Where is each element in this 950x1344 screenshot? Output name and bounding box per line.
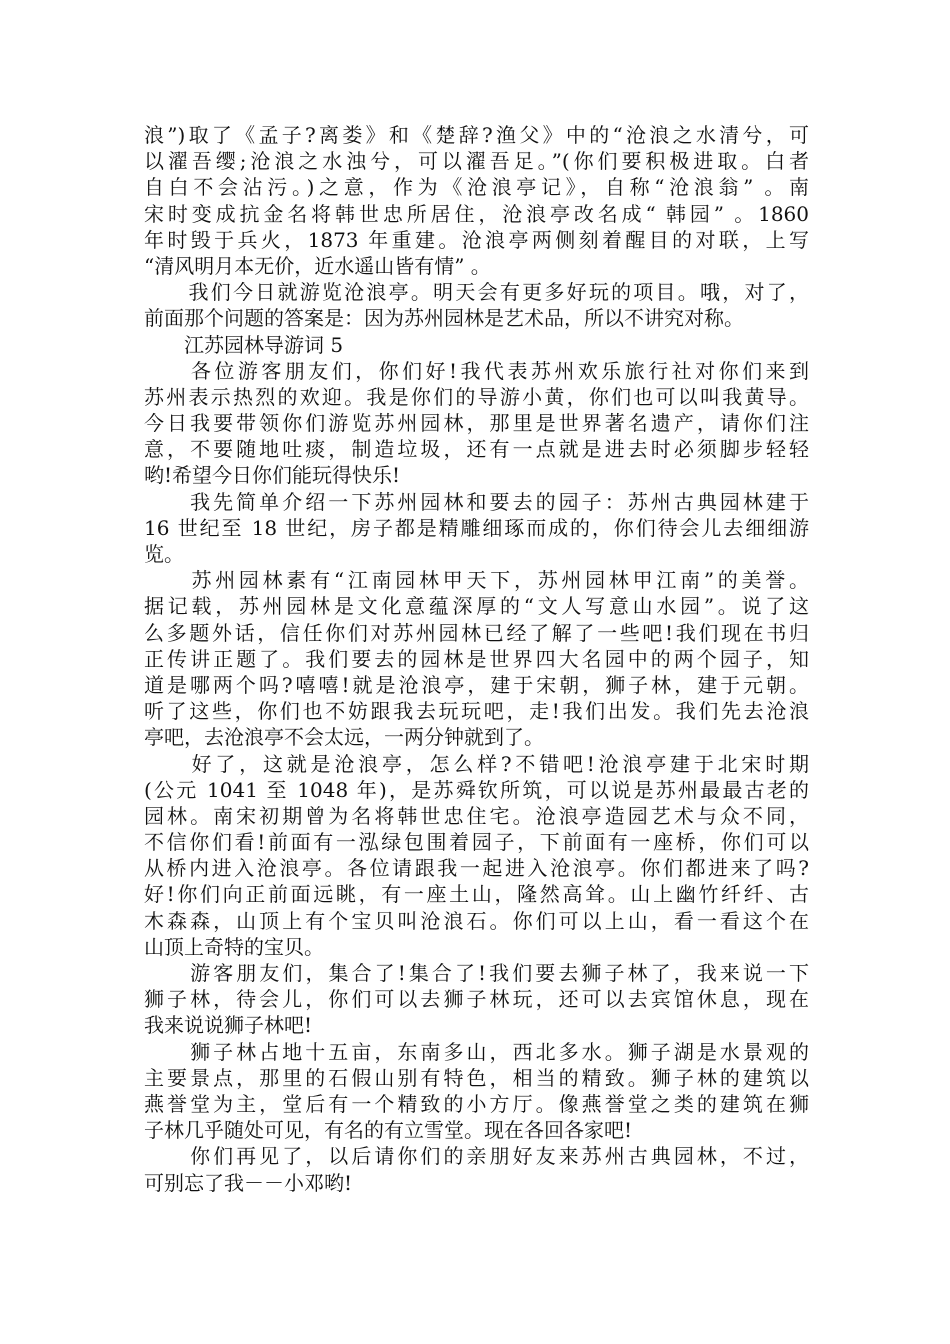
text-line: 么多题外话，信任你们对苏州园林已经了解了一些吧!我们现在书归 [144, 620, 809, 645]
text-line: 园林。南宋初期曾为名将韩世忠住宅。沧浪亭造园艺术与众不同， [144, 803, 809, 828]
text-line: 游客朋友们，集合了!集合了!我们要去狮子林了，我来说一下 [144, 961, 809, 985]
text-line: 好了，这就是沧浪亭，怎么样?不错吧!沧浪亭建于北宋时期 [144, 751, 809, 776]
text-line: 我来说说狮子林吧! [144, 1013, 313, 1038]
text-line: 从桥内进入沧浪亭。各位请跟我一起进入沧浪亭。你们都进来了吗? [144, 856, 809, 881]
text-line: 览。 [144, 542, 184, 566]
text-line: 意，不要随地吐痰，制造垃圾，还有一点就是进去时必须脚步轻轻 [144, 437, 809, 462]
text-line: 不信你们看!前面有一泓绿包围着园子，下前面有一座桥，你们可以 [144, 830, 809, 855]
text-line: 16 世纪至 18 世纪，房子都是精雕细琢而成的，你们待会儿去细细游 [144, 515, 809, 540]
text-line: 燕誉堂为主，堂后有一个精致的小方厅。像燕誉堂之类的建筑在狮 [144, 1091, 809, 1116]
text-line: 苏州表示热烈的欢迎。我是你们的导游小黄，你们也可以叫我黄导。 [144, 384, 809, 409]
text-line: 浪”)取了《孟子?离娄》和《楚辞?渔父》中的“沧浪之水清兮，可 [144, 123, 809, 147]
text-line: 前面那个问题的答案是：因为苏州园林是艺术品，所以不讲究对称。 [144, 306, 744, 331]
text-line: 好!你们向正前面远眺，有一座土山，隆然高耸。山上幽竹纤纤、古 [144, 882, 809, 907]
text-line: 亭吧，去沧浪亭不会太远，一两分钟就到了。 [144, 725, 544, 750]
text-line: “清风明月本无价，近水遥山皆有情” 。 [144, 253, 491, 278]
text-line: 自白不会沾污。)之意，作为《沧浪亭记》，自称“沧浪翁” 。南 [144, 175, 809, 200]
text-line: 听了这些，你们也不妨跟我去玩玩吧，走!我们出发。我们先去沧浪 [144, 699, 809, 724]
text-line: 山顶上奇特的宝贝。 [144, 934, 324, 959]
text-line: 道是哪两个吗?嘻嘻!就是沧浪亭，建于宋朝，狮子林，建于元朝。 [144, 672, 809, 697]
text-line: 我先简单介绍一下苏州园林和要去的园子：苏州古典园林建于 [144, 489, 809, 514]
text-line: 狮子林，待会儿，你们可以去狮子林玩，还可以去宾馆休息，现在 [144, 987, 809, 1012]
text-line: 年时毁于兵火，1873 年重建。沧浪亭两侧刻着醒目的对联，上写 [144, 227, 809, 252]
text-line: 可别忘了我－－小邓哟! [144, 1170, 353, 1195]
text-line: 主要景点，那里的石假山别有特色，相当的精致。狮子林的建筑以 [144, 1065, 809, 1090]
text-line: 子林几乎随处可见，有名的有立雪堂。现在各回各家吧! [144, 1118, 633, 1143]
text-line: 以濯吾缨;沧浪之水浊兮，可以濯吾足。”(你们要积极进取。白者 [144, 149, 809, 174]
text-line: 哟!希望今日你们能玩得快乐! [144, 463, 401, 488]
text-line: 正传讲正题了。我们要去的园林是世界四大名园中的两个园子，知 [144, 646, 809, 671]
text-line: 你们再见了，以后请你们的亲朋好友来苏州古典园林，不过， [144, 1144, 809, 1169]
text-line: 今日我要带领你们游览苏州园林，那里是世界著名遗产，请你们注 [144, 411, 809, 436]
text-line: 各位游客朋友们，你们好!我代表苏州欢乐旅行社对你们来到 [144, 358, 809, 383]
text-line: 我们今日就游览沧浪亭。明天会有更多好玩的项目。哦，对了， [144, 280, 809, 305]
text-line: 宋时变成抗金名将韩世忠所居住，沧浪亭改名成“ 韩园” 。1860 [144, 201, 809, 226]
document-body [144, 122, 809, 1196]
text-line: 木森森，山顶上有个宝贝叫沧浪石。你们可以上山，看一看这个在 [144, 908, 809, 933]
text-line: (公元 1041 至 1048 年)，是苏舜钦所筑，可以说是苏州最最古老的 [144, 777, 809, 802]
text-line: 狮子林占地十五亩，东南多山，西北多水。狮子湖是水景观的 [144, 1039, 809, 1064]
text-line: 江苏园林导游词 5 [144, 332, 344, 357]
text-line: 苏州园林素有“江南园林甲天下，苏州园林甲江南”的美誉。 [144, 568, 809, 593]
text-line: 据记载，苏州园林是文化意蕴深厚的“文人写意山水园”。说了这 [144, 594, 809, 619]
